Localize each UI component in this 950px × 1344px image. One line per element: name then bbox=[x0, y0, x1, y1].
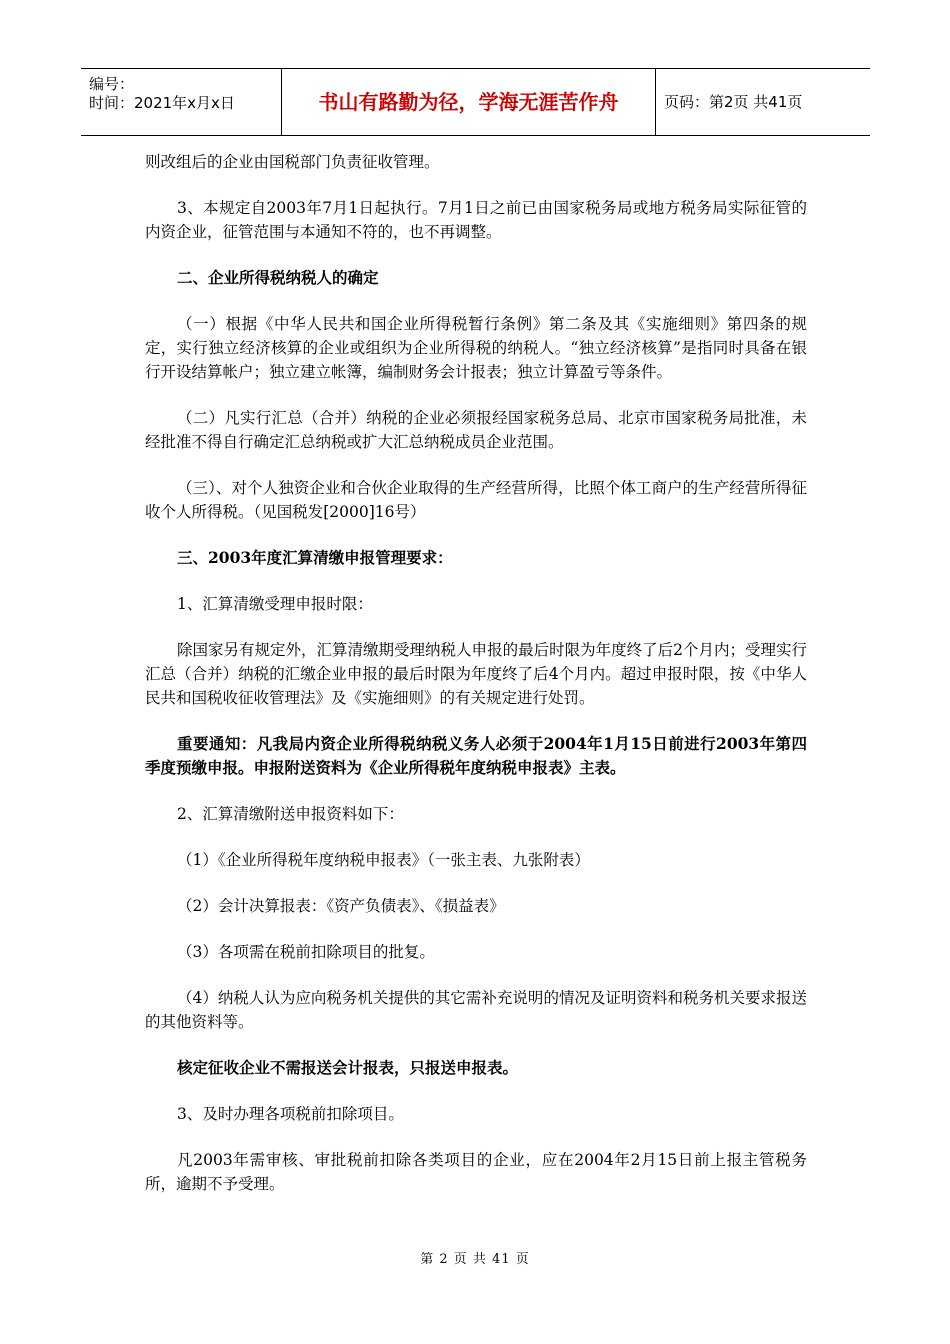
bold-note: 核定征收企业不需报送会计报表，只报送申报表。 bbox=[177, 1058, 519, 1077]
header-meta-cell bbox=[81, 69, 282, 135]
paragraph: （一）根据《中华人民共和国企业所得税暂行条例》第二条及其《实施细则》第四条的规定，实行独立经济核算的企业或组织为企业所得税的纳税人。“独立经济核算”是指同时具备在银行开设结算帐户；独立建立帐簿，编制财务会计报表；独立计算盈亏等条件。 bbox=[145, 315, 807, 381]
paragraph: （三）、对个人独资企业和合伙企业取得的生产经营所得，比照个体工商户的生产经营所得征收个人所得税。（见国税发[2000]16号） bbox=[145, 479, 807, 521]
paragraph: 2、汇算清缴附送申报资料如下： bbox=[177, 805, 404, 823]
section-heading: 三、2003年度汇算清缴申报管理要求： bbox=[177, 548, 453, 567]
paragraph: 则改组后的企业由国税部门负责征收管理。 bbox=[145, 153, 440, 171]
paragraph: 3、及时办理各项税前扣除项目。 bbox=[177, 1105, 404, 1123]
document-body bbox=[145, 150, 807, 1218]
important-notice: 重要通知：凡我局内资企业所得税纳税义务人必须于2004年1月15日前进行2003年第四季度预缴申报。申报附送资料为《企业所得税年度纳税申报表》主表。 bbox=[145, 734, 807, 777]
paragraph: 凡2003年需审核、审批税前扣除各类项目的企业，应在2004年2月15日前上报主管税务所，逾期不予受理。 bbox=[145, 1151, 807, 1193]
document-number-label: 编号： bbox=[89, 75, 135, 93]
list-item: （2）会计决算报表：《资产负债表》、《损益表》 bbox=[177, 897, 505, 915]
page-header bbox=[81, 68, 870, 136]
document-date-label: 时间：2021年x月x日 bbox=[89, 94, 235, 112]
section-heading: 二、企业所得税纳税人的确定 bbox=[177, 268, 379, 287]
paragraph: （二）凡实行汇总（合并）纳税的企业必须报经国家税务总局、北京市国家税务局批准，未经批准不得自行确定汇总纳税或扩大汇总纳税成员企业范围。 bbox=[145, 409, 807, 451]
list-item: （1）《企业所得税年度纳税申报表》（一张主表、九张附表） bbox=[177, 851, 590, 869]
list-item: （4）纳税人认为应向税务机关提供的其它需补充说明的情况及证明资料和税务机关要求报送的其他资料等。 bbox=[145, 989, 807, 1031]
page-footer: 第 2 页 共 41 页 bbox=[420, 1252, 530, 1267]
paragraph: 3、本规定自2003年7月1日起执行。7月1日之前已由国家税务局或地方税务局实际征管的内资企业，征管范围与本通知不符的，也不再调整。 bbox=[145, 199, 807, 241]
paragraph: 除国家另有规定外，汇算清缴期受理纳税人申报的最后时限为年度终了后2个月内；受理实行汇总（合并）纳税的汇缴企业申报的最后时限为年度终了后4个月内。超过申报时限，按《中华人民共和国税收征收管理法》及《实施细则》的有关规定进行处罚。 bbox=[145, 641, 807, 707]
list-item: （3）各项需在税前扣除项目的批复。 bbox=[177, 943, 435, 961]
header-page-info: 页码：第2页 共41页 bbox=[664, 93, 803, 111]
paragraph: 1、汇算清缴受理申报时限： bbox=[177, 595, 373, 613]
header-motto: 书山有路勤为径，学海无涯苦作舟 bbox=[282, 69, 656, 135]
